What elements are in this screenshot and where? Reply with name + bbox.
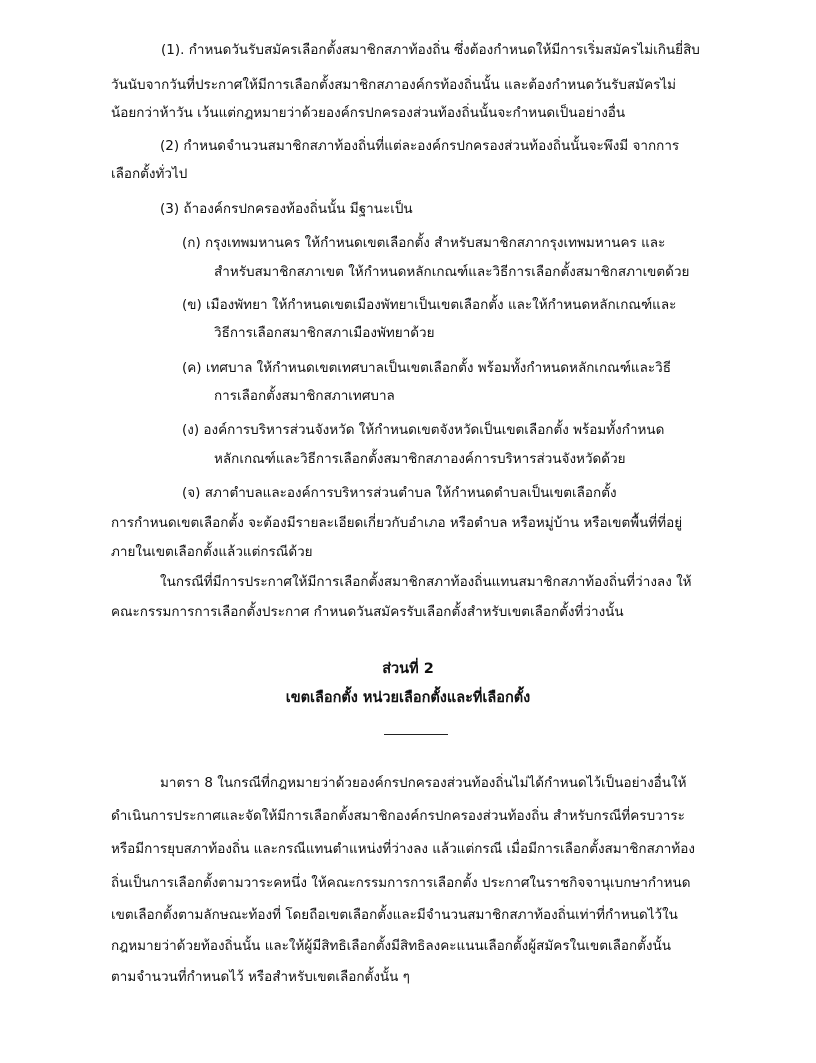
clause-3-b-line-1: (ข) เมืองพัทยา ให้กำหนดเขตเมืองพัทยาเป็นเขตเลือกตั้ง และให้กำหนดหลักเกณฑ์และ bbox=[182, 297, 677, 313]
clause-1-line-2: วันนับจากวันที่ประกาศให้มีการเลือกตั้งสมาชิกสภาองค์กรท้องถิ่นนั้น และต้องกำหนดวันรับสมัครไม่ bbox=[111, 77, 677, 93]
clause-3-e-line-1: (จ) สภาตำบลและองค์การบริหารส่วนตำบล ให้กำหนดตำบลเป็นเขตเลือกตั้ง bbox=[182, 485, 617, 501]
section-8-line-5: เขตเลือกตั้งตามลักษณะท้องที่ โดยถือเขตเลือกตั้งและมีจำนวนสมาชิกสภาท้องถิ่นเท่าที่กำหนดไว้ใน bbox=[111, 907, 678, 923]
part-title-heading: เขตเลือกตั้ง หน่วยเลือกตั้งและที่เลือกตั้ง bbox=[285, 690, 531, 706]
clause-1-line-3: น้อยกว่าห้าวัน เว้นแต่กฎหมายว่าด้วยองค์กรปกครองส่วนท้องถิ่นนั้นจะกำหนดเป็นอย่างอื่น bbox=[111, 105, 626, 121]
clause-3-intro: (3) ถ้าองค์กรปกครองท้องถิ่นนั้น มีฐานะเป็น bbox=[160, 201, 413, 217]
clause-3-d-line-1: (ง) องค์การบริหารส่วนจังหวัด ให้กำหนดเขตจังหวัดเป็นเขตเลือกตั้ง พร้อมทั้งกำหนด bbox=[182, 422, 665, 438]
clause-3-d-line-2: หลักเกณฑ์และวิธีการเลือกตั้งสมาชิกสภาองค์การบริหารส่วนจังหวัดด้วย bbox=[214, 451, 626, 467]
clause-1-line-1: (1). กำหนดวันรับสมัครเลือกตั้งสมาชิกสภาท้องถิ่น ซึ่งต้องกำหนดให้มีการเริ่มสมัครไม่เกินยี่สิบ bbox=[161, 42, 700, 58]
clause-3-c-line-1: (ค) เทศบาล ให้กำหนดเขตเทศบาลเป็นเขตเลือกตั้ง พร้อมทั้งกำหนดหลักเกณฑ์และวิธี bbox=[182, 360, 671, 376]
clause-3-a-line-1: (ก) กรุงเทพมหานคร ให้กำหนดเขตเลือกตั้ง สำหรับสมาชิกสภากรุงเทพมหานคร และ bbox=[182, 235, 666, 251]
constituency-detail-line-2: ภายในเขตเลือกตั้งแล้วแต่กรณีด้วย bbox=[111, 544, 313, 560]
section-8-line-2: ดำเนินการประกาศและจัดให้มีการเลือกตั้งสมาชิกองค์กรปกครองส่วนท้องถิ่น สำหรับกรณีที่ครบวาระ bbox=[111, 808, 685, 824]
clause-3-a-line-2: สำหรับสมาชิกสภาเขต ให้กำหนดหลักเกณฑ์และวิธีการเลือกตั้งสมาชิกสภาเขตด้วย bbox=[214, 264, 690, 280]
section-8-line-6: กฎหมายว่าด้วยท้องถิ่นนั้น และให้ผู้มีสิทธิเลือกตั้งมีสิทธิลงคะแนนเลือกตั้งผู้สมัครในเขตเลือกตั้งนั้น bbox=[111, 938, 671, 954]
section-8-line-1: มาตรา 8 ในกรณีที่กฎหมายว่าด้วยองค์กรปกครองส่วนท้องถิ่นไม่ได้กำหนดไว้เป็นอย่างอื่นให้ bbox=[160, 775, 687, 791]
vacancy-line-1: ในกรณีที่มีการประกาศให้มีการเลือกตั้งสมาชิกสภาท้องถิ่นแทนสมาชิกสภาท้องถิ่นที่ว่างลง ให้ bbox=[160, 574, 692, 590]
section-8-line-3: หรือมีการยุบสภาท้องถิ่น และกรณีแทนตำแหน่งที่ว่างลง แล้วแต่กรณี เมื่อมีการเลือกตั้งสมาชิกสภาท้อง bbox=[111, 841, 695, 857]
heading-divider bbox=[384, 734, 448, 735]
clause-3-c-line-2: การเลือกตั้งสมาชิกสภาเทศบาล bbox=[214, 388, 395, 404]
constituency-detail-line-1: การกำหนดเขตเลือกตั้ง จะต้องมีรายละเอียดเกี่ยวกับอำเภอ หรือตำบล หรือหมู่บ้าน หรือเขตพื้นที่ที่อยู่ bbox=[111, 515, 683, 531]
section-8-line-4: ถิ่นเป็นการเลือกตั้งตามวาระคหนึ่ง ให้คณะกรรมการการเลือกตั้ง ประกาศในราชกิจจานุเบกษากำหนด bbox=[111, 875, 691, 891]
clause-3-b-line-2: วิธีการเลือกสมาชิกสภาเมืองพัทยาด้วย bbox=[214, 325, 435, 341]
vacancy-line-2: คณะกรรมการการเลือกตั้งประกาศ กำหนดวันสมัครรับเลือกตั้งสำหรับเขตเลือกตั้งที่ว่างนั้น bbox=[111, 604, 624, 620]
part-number-heading: ส่วนที่ 2 bbox=[382, 661, 434, 677]
clause-2-line-1: (2) กำหนดจำนวนสมาชิกสภาท้องถิ่นที่แต่ละองค์กรปกครองส่วนท้องถิ่นนั้นจะพึงมี จากการ bbox=[160, 138, 680, 154]
section-8-line-7: ตามจำนวนที่กำหนดไว้ หรือสำหรับเขตเลือกตั้งนั้น ๆ bbox=[111, 969, 410, 985]
clause-2-line-2: เลือกตั้งทั่วไป bbox=[111, 166, 188, 182]
